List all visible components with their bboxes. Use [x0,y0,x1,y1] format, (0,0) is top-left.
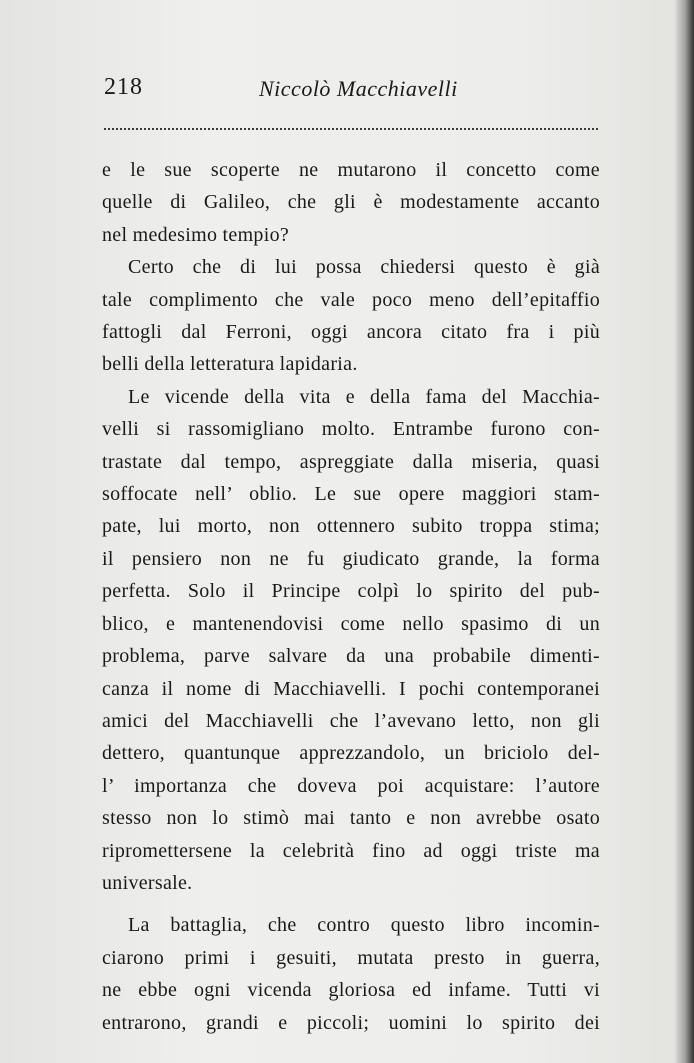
text-line: velli si rassomigliano molto. Entrambe furono con- [102,418,600,441]
text-line: perfetta. Solo il Principe colpì lo spirito del pub- [102,580,600,603]
text-line: dettero, quantunque apprezzandolo, un briciolo del- [102,742,600,765]
text-line: universale. [102,871,193,894]
text-line: blico, e mantenendovisi come nello spasimo di un [102,612,600,635]
page-number: 218 [104,74,143,100]
text-line: pate, lui morto, non ottennero subito troppa stima; [102,515,600,538]
running-title: Niccolò Macchiavelli [259,76,458,101]
body-text [90,154,600,1039]
text-line: l’ importanza che doveva poi acquistare: l’autore [102,774,600,797]
text-line: e le sue scoperte ne mutarono il concetto come [102,159,600,181]
text-line: stesso non lo stimò mai tanto e non avrebbe osato [102,807,600,830]
text-line: Le vicende della vita e della fama del Macchia- [128,385,600,408]
text-line: canza il nome di Macchiavelli. I pochi contemporanei [102,677,600,700]
text-line: Certo che di lui possa chiedersi questo è già [128,256,600,279]
text-line: il pensiero non ne fu giudicato grande, la forma [102,547,600,570]
text-line: ripromettersene la celebrità fino ad oggi triste ma [102,839,600,862]
text-line: amici del Macchiavelli che l’avevano letto, non gli [102,709,600,732]
page-edge-shadow [674,0,694,1063]
text-line: La battaglia, che contro questo libro incomin- [128,914,600,937]
text-line: fattogli dal Ferroni, oggi ancora citato fra i più [102,321,600,344]
text-line: tale complimento che vale poco meno dell’epitaffio [102,288,600,311]
text-line: problema, parve salvare da una probabile dimenti- [102,645,600,668]
text-line: ne ebbe ogni vicenda gloriosa ed infame. Tutti vi [102,979,600,1002]
text-line: nel medesimo tempio? [102,223,290,246]
text-line: belli della letteratura lapidaria. [102,353,358,376]
text-line: ciarono primi i gesuiti, mutata presto in guerra, [102,946,600,969]
text-line: trastate dal tempo, aspreggiate dalla miseria, quasi [102,450,600,473]
text-line: entrarono, grandi e piccoli; uomini lo spirito dei [102,1011,600,1034]
page-header [104,74,598,114]
header-divider [104,128,598,130]
text-line: soffocate nell’ oblio. Le sue opere maggiori stam- [102,483,600,506]
text-line: quelle di Galileo, che gli è modestamente accanto [102,191,600,214]
